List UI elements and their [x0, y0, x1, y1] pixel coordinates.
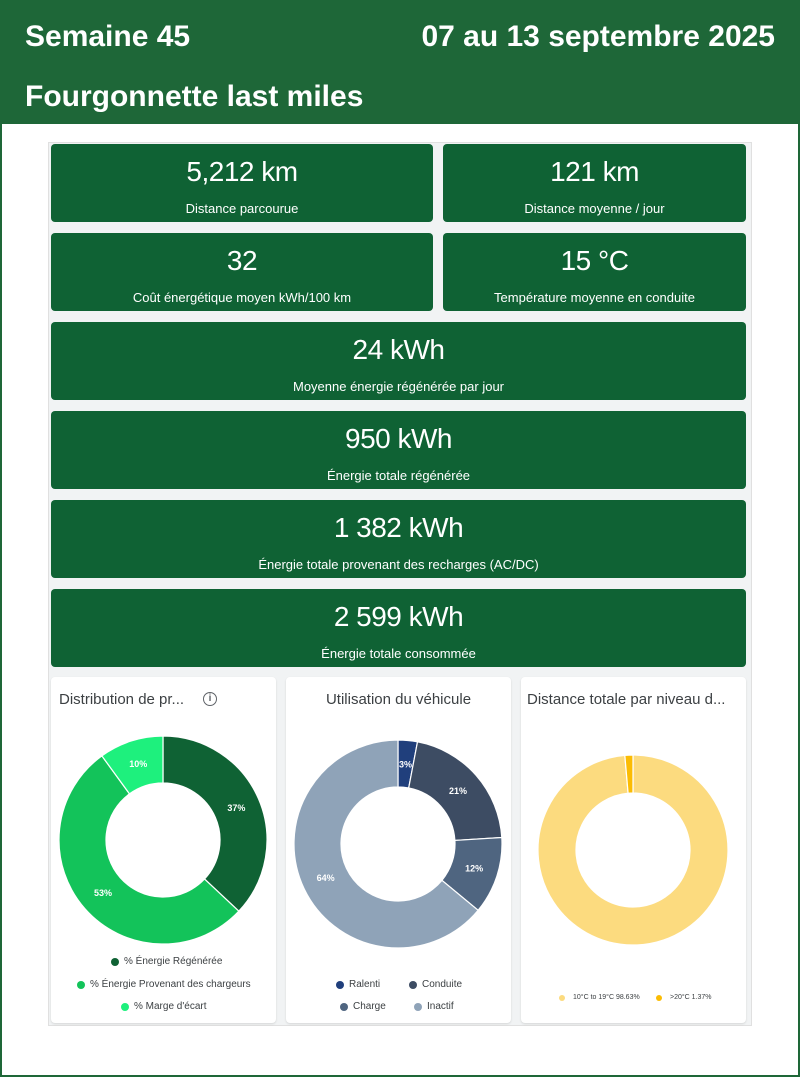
chart-title: Utilisation du véhicule — [325, 691, 472, 708]
week-label: Semaine 45 — [25, 20, 191, 53]
slice-label: 10% — [129, 758, 148, 769]
chart-card-energy — [51, 677, 276, 1023]
kpi-distance — [51, 144, 433, 222]
energy-donut — [51, 677, 276, 957]
report-title: Fourgonnette last miles — [25, 80, 364, 113]
chart-title: Distance totale par niveau d... — [527, 691, 726, 708]
legend-swatch — [559, 995, 565, 1001]
kpi-energy-cost — [51, 233, 433, 311]
kpi-label: Moyenne énergie régénérée par jour — [292, 379, 505, 394]
slice-label: 21% — [449, 786, 468, 797]
kpi-label: Distance moyenne / jour — [524, 201, 665, 216]
slice-label: 12% — [465, 863, 484, 874]
legend-swatch — [409, 981, 417, 989]
legend-item[interactable] — [409, 979, 462, 990]
kpi-total-regen — [51, 411, 746, 489]
usage-donut — [286, 677, 511, 957]
kpi-label: Énergie totale provenant des recharges (AC/DC) — [258, 557, 539, 572]
legend-label: % Marge d'écart — [134, 1001, 207, 1012]
slice-label: 3% — [399, 759, 413, 770]
legend-label: >20°C 1.37% — [670, 994, 712, 1001]
kpi-label: Énergie totale consommée — [321, 646, 476, 661]
legend-swatch — [121, 1003, 129, 1011]
legend-item[interactable] — [77, 979, 251, 990]
legend-swatch — [340, 1003, 348, 1011]
kpi-temperature — [443, 233, 746, 311]
kpi-value: 121 km — [550, 156, 639, 187]
legend-swatch — [336, 981, 344, 989]
kpi-value: 32 — [226, 245, 258, 276]
kpi-total-consumed — [51, 589, 746, 667]
slice-label: 37% — [227, 803, 246, 814]
report-header — [0, 0, 800, 124]
legend-label: Charge — [353, 1001, 386, 1012]
slice-label: 53% — [93, 887, 112, 898]
legend-label: Ralenti — [349, 979, 381, 990]
donut-slice[interactable] — [163, 736, 267, 911]
legend-label: Conduite — [422, 979, 463, 990]
legend-swatch — [414, 1003, 422, 1011]
kpi-avg-regen — [51, 322, 746, 400]
kpi-value: 2 599 kWh — [333, 601, 464, 632]
kpi-label: Température moyenne en conduite — [494, 290, 695, 305]
slice-label: 64% — [316, 873, 335, 884]
legend-item[interactable] — [656, 994, 712, 1001]
kpi-label: Énergie totale régénérée — [326, 468, 471, 483]
chart-card-usage — [286, 677, 511, 1023]
kpi-value: 950 kWh — [345, 423, 452, 454]
kpi-value: 24 kWh — [352, 334, 445, 365]
legend-swatch — [111, 958, 119, 966]
legend-item[interactable] — [414, 1001, 454, 1012]
kpi-value: 1 382 kWh — [333, 512, 464, 543]
kpi-total-recharge — [51, 500, 746, 578]
date-range: 07 au 13 septembre 2025 — [421, 20, 775, 53]
legend-item[interactable] — [559, 994, 640, 1001]
info-icon[interactable]: i — [203, 692, 217, 706]
kpi-value: 15 °C — [560, 245, 629, 276]
legend-label: 10°C to 19°C 98.63% — [573, 994, 640, 1001]
kpi-label: Coût énergétique moyen kWh/100 km — [132, 290, 352, 305]
chart-title: Distribution de pr... — [59, 691, 185, 708]
temperature-donut — [521, 677, 746, 957]
kpi-avg-distance — [443, 144, 746, 222]
kpi-label: Distance parcourue — [185, 201, 299, 216]
legend-label: % Énergie Provenant des chargeurs — [90, 979, 251, 990]
legend-item[interactable] — [121, 1001, 207, 1012]
legend-item[interactable] — [336, 979, 380, 990]
legend-item[interactable] — [340, 1001, 386, 1012]
chart-card-temperature — [521, 677, 746, 1023]
legend-label: % Énergie Régénérée — [124, 956, 223, 967]
legend-swatch — [656, 995, 662, 1001]
legend-item[interactable] — [111, 956, 222, 967]
legend-swatch — [77, 981, 85, 989]
kpi-value: 5,212 km — [186, 156, 298, 187]
legend-label: Inactif — [427, 1001, 454, 1012]
